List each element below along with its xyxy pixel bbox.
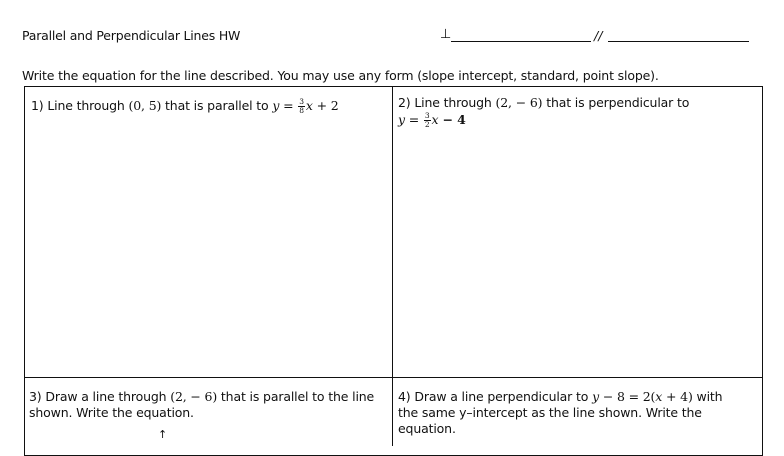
problem-1-mid: that is parallel to [161,98,273,113]
problem-1-eq-rest: + 2 [312,98,339,113]
problem-4-tail: with [692,389,723,404]
problem-1-text: 1) Line through [31,98,129,113]
problem-2-eq-equals: = [404,112,423,127]
perpendicular-symbol: ⊥ [440,27,452,42]
problem-1 [31,98,339,115]
problem-3-mid: that is parallel to the line [217,389,375,404]
problem-4-eq-rest: − 8 = 2( [599,389,656,404]
problem-2-frac-den: 2 [424,120,430,129]
problem-4-eq-lhs: y [592,389,599,404]
problem-2-eq-var: x [431,112,439,127]
problem-1-eq-equals: = [279,98,298,113]
problem-2-fraction [424,112,431,129]
problem-2-eq-rest: − 4 [438,112,466,127]
blank-line-parallel[interactable] [608,41,749,42]
problem-3-point: (2, − 6) [170,389,218,404]
parallel-symbol: // [594,28,603,43]
instructions: Write the equation for the line described. You may use any form (slope intercept, standard, point slope). [22,68,659,83]
problem-4-line2: the same y–intercept as the line shown. Write the [398,405,702,420]
problem-2-eq-lhs: y [398,112,405,127]
problem-1-eq-lhs: y [272,98,280,113]
problem-4-eq-var: x [655,389,663,404]
problem-1-frac-num: 3 [299,97,304,106]
problem-2-point: (2, − 6) [495,95,543,110]
problem-1-fraction [298,98,305,115]
problem-4-eq-end: + 4) [662,389,693,404]
problem-2-mid: that is perpendicular to [542,95,690,110]
problem-1-frac-den: 8 [299,106,304,115]
problem-2-text: 2) Line through [398,95,496,110]
blank-line-perpendicular[interactable] [451,41,591,42]
graph-axis-arrow-icon: ↑ [158,428,168,441]
problem-2-frac-num: 3 [424,111,430,120]
page-title: Parallel and Perpendicular Lines HW [22,28,241,43]
problem-4-line3: equation. [398,421,456,436]
problem-4-text: 4) Draw a line perpendicular to [398,389,593,404]
problem-1-point: (0, 5) [128,98,162,113]
problem-2 [398,95,689,129]
grid-horizontal-divider [24,377,763,378]
problem-4 [398,389,722,437]
grid-vertical-divider [392,86,393,446]
problem-3-line2: shown. Write the equation. [29,405,194,420]
problem-1-eq-var: x [305,98,313,113]
problem-3-text: 3) Draw a line through [29,389,171,404]
problem-3 [29,389,374,421]
